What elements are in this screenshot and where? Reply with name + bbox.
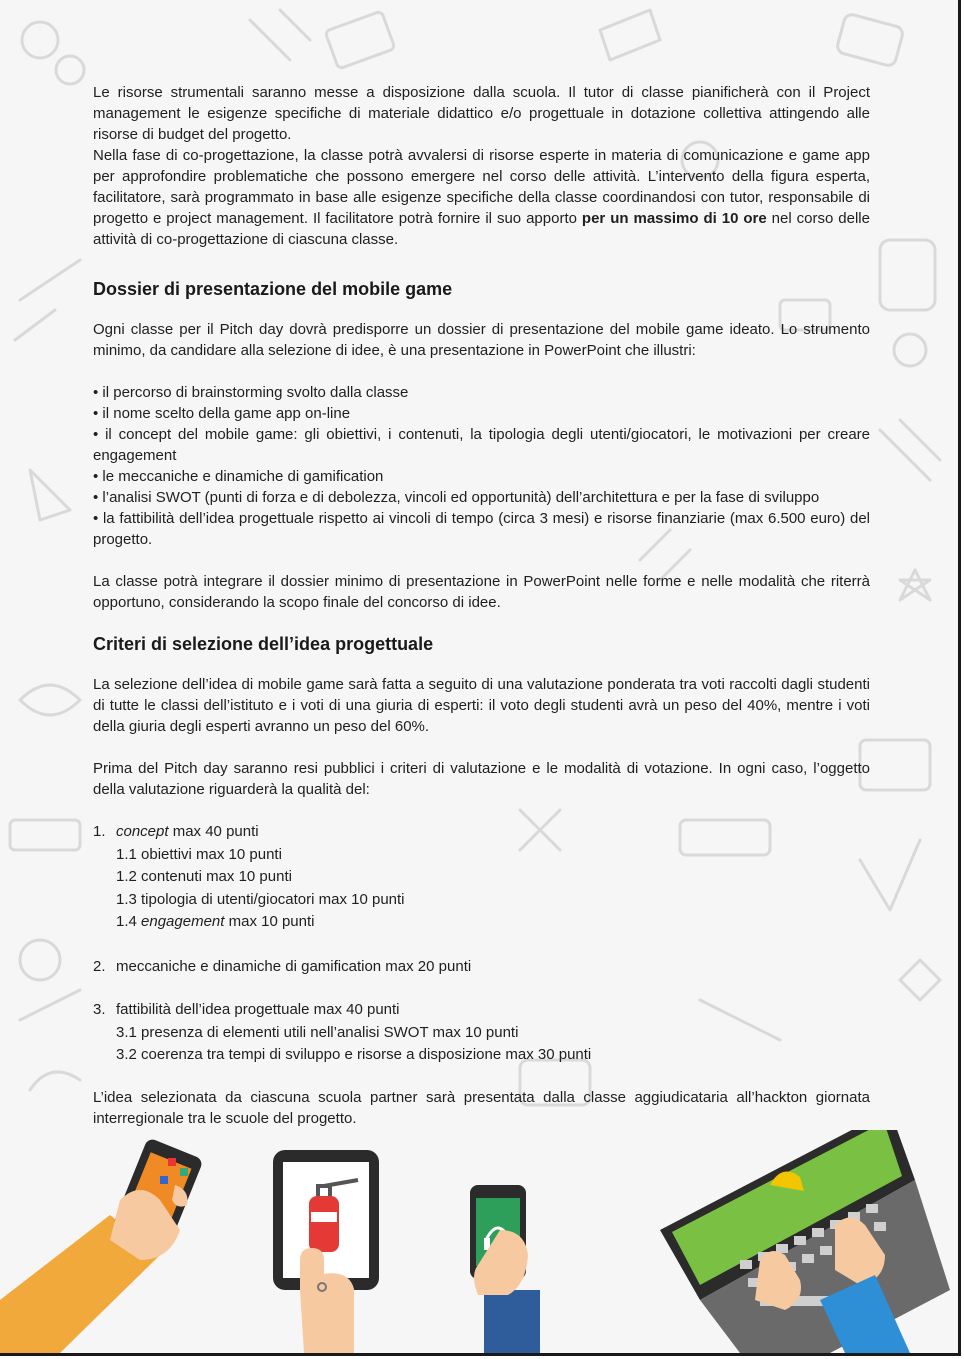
dossier-paragraph: Ogni classe per il Pitch day dovrà predisporre un dossier di presentazione del mobile game ideato. Lo strumento minimo, da candidare alla selezione di idee, è una presentazione in PowerPoint che illustri: [93, 321, 870, 359]
list-subitem: 1.4 engagement max 10 punti [116, 913, 315, 930]
criteria-list [93, 821, 870, 1067]
section-title-dossier: Dossier di presentazione del mobile game [93, 279, 453, 299]
list-subitem: 3.2 coerenza tra tempi di sviluppo e risorse a disposizione max 30 punti [116, 1046, 592, 1063]
bullet-item: • la fattibilità dell’idea progettuale rispetto ai vincoli di tempo (circa 3 mesi) e risorse finanziarie (max 6.500 euro) del progetto. [93, 510, 870, 548]
bullet-item: • le meccaniche e dinamiche di gamification [93, 468, 384, 485]
list-subitem: 1.2 contenuti max 10 punti [116, 868, 292, 885]
criteria-paragraph-1: La selezione dell’idea di mobile game sarà fatta a seguito di una valutazione ponderata tra voti raccolti dagli studenti di tutte le classi dell’istituto e i voti di una giuria di esperti: il voto degli studenti avrà un peso del 40%, mentre i voti della giuria degli esperti avranno un peso del 60%. [93, 676, 870, 735]
list-subitem: 1.3 tipologia di utenti/giocatori max 10 punti [116, 890, 405, 908]
intro-emphasis: per un massimo di 10 ore [581, 210, 767, 227]
list-subitem: 1.1 obiettivi max 10 punti [116, 845, 282, 863]
list-subitem: 3.1 presenza di elementi utili nell’analisi SWOT max 10 punti [116, 1023, 519, 1041]
list-item: 1. concept max 40 punti [93, 823, 259, 840]
devices-illustration [0, 1130, 958, 1355]
smartphone-headphones-icon [470, 1185, 540, 1353]
intro-text-a: Nella fase di co-progettazione, la classe potrà avvalersi di risorse esperte in materia di comunicazione e game app per approfondire problematiche che possono emergere nel corso delle attività. L’intervento della figura esperta, facilitatore, sarà programmato in base alle esigenze specifiche della classe coordinandosi con tutor, responsabile di progetto e project management. Il facilitatore potrà fornire il suo apporto [93, 147, 870, 227]
bullet-item: • il percorso di brainstorming svolto dalla classe [93, 384, 409, 401]
criteria-closing: L’idea selezionata da ciascuna scuola partner sarà presentata dalla classe aggiudicataria all’hackton giornata interregionale tra le scuole del progetto. [93, 1088, 870, 1127]
list-item: 3. fattibilità dell’idea progettuale max 40 punti [93, 1001, 400, 1018]
bullet-item: • il nome scelto della game app on-line [93, 405, 351, 422]
smartphone-hand-icon [0, 1137, 204, 1353]
laptop-typing-icon [660, 1130, 950, 1353]
intro-paragraph-1: Le risorse strumentali saranno messe a disposizione dalla scuola. Il tutor di classe pianificherà con il Project management le esigenze specifiche di materiale didattico e/o progettuale in dotazione collettiva attingendo alle risorse di budget del progetto. [93, 84, 870, 143]
dossier-closing: La classe potrà integrare il dossier minimo di presentazione in PowerPoint nelle forme e nelle modalità che riterrà opportuno, considerando la scopo finale del concorso di idee. [93, 573, 870, 611]
intro-text-b: nel corso delle attività di co-progettazione di ciascuna classe. [93, 210, 870, 248]
bullet-item: • il concept del mobile game: gli obiettivi, i contenuti, la tipologia degli utenti/giocatori, le motivazioni per creare engagement [93, 426, 870, 464]
tablet-fire-extinguisher-icon [273, 1150, 379, 1353]
list-item: 2. meccaniche e dinamiche di gamification max 20 punti [93, 957, 472, 975]
bullet-item: • l’analisi SWOT (punti di forza e di debolezza, vincoli ed opportunità) dell’architettura e per la fase di sviluppo [93, 489, 820, 506]
criteria-paragraph-2: Prima del Pitch day saranno resi pubblici i criteri di valutazione e le modalità di votazione. In ogni caso, l’oggetto della valutazione riguarderà la qualità del: [93, 760, 870, 798]
section-title-criteria: Criteri di selezione dell’idea progettuale [93, 634, 434, 654]
intro-paragraph-2 [93, 145, 870, 250]
document-body [93, 82, 870, 1129]
